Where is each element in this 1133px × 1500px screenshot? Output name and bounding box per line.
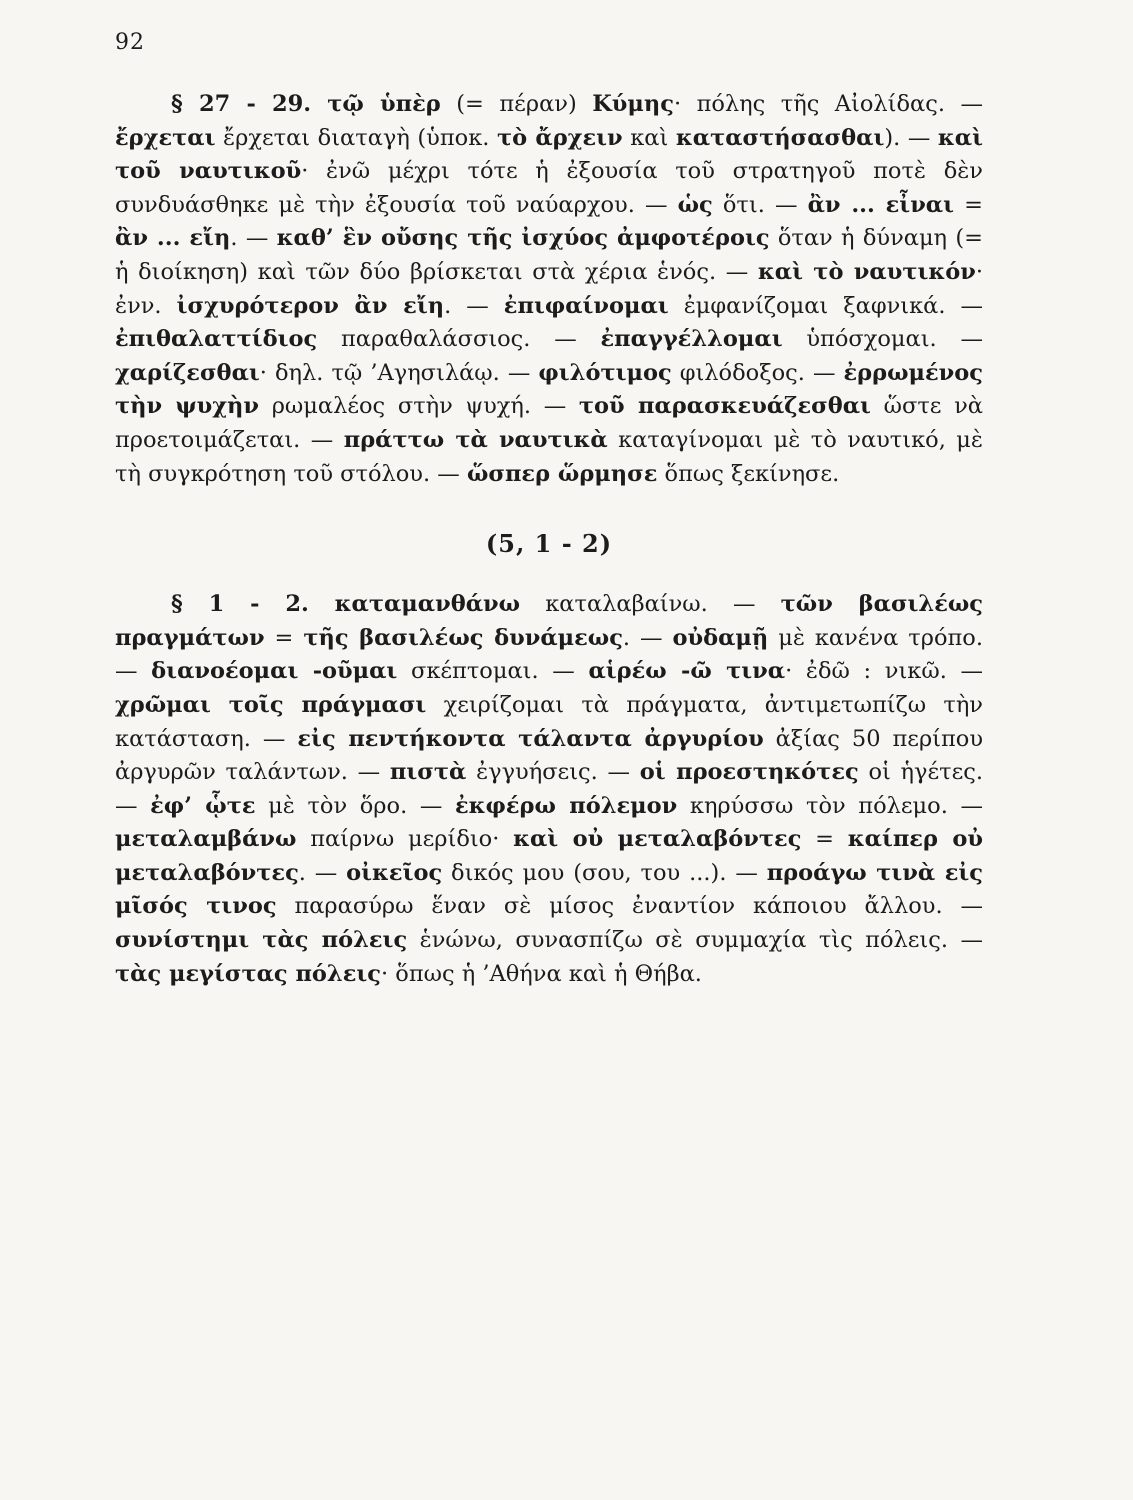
gloss-text: =	[264, 624, 304, 651]
gloss-text: φιλόδοξος. —	[671, 359, 844, 386]
lemma-term: ἂν ... εἴη	[115, 225, 231, 252]
lemma-term: χρῶμαι τοῖς πράγμασι	[115, 691, 427, 718]
lemma-term: ὡς	[677, 191, 713, 218]
page-number: 92	[115, 30, 145, 55]
gloss-text: παρασύρω ἕναν σὲ μίσος ἐναντίον κάποιου ἄλλου. —	[276, 893, 983, 920]
lemma-term: τὰς μεγίστας πόλεις	[115, 960, 381, 987]
gloss-text: ὥστε νὰ προετοιμάζεται. —	[115, 393, 983, 453]
gloss-text: · δηλ. τῷ ’Αγησιλάῳ. —	[259, 359, 539, 386]
lemma-term: καταστήσασθαι	[675, 124, 885, 151]
lemma-term: § 27 - 29. τῷ ὑπὲρ	[171, 91, 441, 117]
lemma-term: οἱ προεστηκότες	[639, 759, 859, 786]
lemma-term: καίπερ οὐ μεταλαβόντες	[115, 826, 983, 886]
gloss-text: · ἐνῶ μέχρι τότε ἡ ἐξουσία τοῦ στρατηγοῦ ποτὲ δὲν συνδυάσθηκε μὲ τὴν ἐξουσία τοῦ ναύαρχου. —	[115, 158, 983, 218]
lemma-term: προάγω τινὰ εἰς μῖσός τινος	[115, 859, 984, 920]
page-body	[115, 88, 983, 991]
lemma-term: τὸ ἄρχειν	[496, 124, 623, 151]
gloss-text: μὲ τὸν ὅρο. —	[255, 792, 455, 819]
lemma-term: οἰκεῖος	[346, 859, 443, 886]
gloss-text: · ἐνν.	[115, 258, 983, 319]
gloss-text: . —	[444, 292, 504, 319]
gloss-text: (= πέραν)	[440, 91, 593, 117]
gloss-text: ἀξίας 50 περίπου ἀργυρῶν ταλάντων. —	[115, 725, 984, 786]
lemma-term: ἂν ... εἶναι	[807, 191, 955, 218]
lemma-term: τῆς βασιλέως δυνάμεως	[303, 624, 623, 651]
gloss-text: δικός μου (σου, του ...). —	[442, 859, 767, 886]
lemma-term: καὶ τοῦ ναυτικοῦ	[115, 124, 983, 185]
gloss-text: ὑπόσχομαι. —	[782, 326, 983, 353]
gloss-text: =	[801, 826, 848, 853]
commentary-paragraph-1-2	[115, 588, 983, 991]
lemma-term: καὶ τὸ ναυτικόν	[757, 258, 976, 285]
gloss-text: καὶ	[622, 124, 676, 151]
lemma-term: ἐπιφαίνομαι	[503, 292, 669, 319]
lemma-term: § 1 - 2. καταμανθάνω	[171, 591, 521, 618]
lemma-term: ἐπιθαλαττίδιος	[115, 326, 318, 353]
lemma-term: ἐρρωμένος τὴν ψυχὴν	[115, 359, 983, 420]
gloss-text: ). —	[884, 124, 938, 151]
gloss-text: παραθαλάσσιος. —	[317, 326, 601, 353]
gloss-text: οἱ ἡγέτες. —	[115, 759, 983, 819]
lemma-term: ἰσχυρότερον ἂν εἴη	[176, 292, 445, 319]
lemma-term: συνίστημι τὰς πόλεις	[115, 927, 408, 954]
gloss-text: καταλαβαίνω. —	[520, 591, 781, 618]
section-heading: (5, 1 - 2)	[485, 529, 613, 559]
lemma-term: αἱρέω -ῶ τινα	[588, 658, 786, 685]
gloss-text: κηρύσσω τὸν πόλεμο. —	[677, 792, 983, 819]
gloss-text: σκέπτομαι. —	[397, 658, 589, 685]
gloss-text: . —	[298, 859, 347, 886]
lemma-term: τῶν βασιλέως πραγμάτων	[115, 591, 983, 651]
gloss-text: . —	[622, 624, 673, 651]
lemma-term: μεταλαμβάνω	[115, 826, 297, 853]
gloss-text: ἐμφανίζομαι ξαφνικά. —	[668, 292, 984, 319]
gloss-text: παίρνω μερίδιο·	[296, 826, 514, 853]
gloss-text: ὅταν ἡ δύναμη (= ἡ διοίκηση) καὶ τῶν δύο βρίσκεται στὰ χέρια ἑνός. —	[115, 225, 983, 285]
gloss-text: χειρίζομαι τὰ πράγματα, ἀντιμετωπίζω τὴν κατάσταση. —	[115, 691, 983, 752]
lemma-term: ἐκφέρω πόλεμον	[454, 792, 678, 819]
gloss-text: =	[954, 191, 983, 218]
gloss-text: καταγίνομαι μὲ τὸ ναυτικό, μὲ τὴ συγκρότηση τοῦ στόλου. —	[115, 426, 983, 487]
lemma-term: διανοέομαι -οῦμαι	[151, 658, 398, 685]
gloss-text: · πόλης τῆς Αἰολίδας. —	[673, 91, 983, 117]
gloss-text: ἐγγυήσεις. —	[466, 759, 640, 786]
gloss-text: ὅπως ξεκίνησε.	[657, 460, 840, 487]
gloss-text: ἑνώνω, συνασπίζω σὲ συμμαχία τὶς πόλεις. —	[407, 927, 983, 954]
lemma-term: πράττω τὰ ναυτικὰ	[343, 426, 608, 453]
gloss-text: · ἐδῶ : νικῶ. —	[785, 658, 983, 685]
lemma-term: φιλότιμος	[538, 359, 672, 386]
lemma-term: ἐφ’ ᾧτε	[150, 792, 256, 819]
lemma-term: ἐπαγγέλλομαι	[600, 326, 783, 353]
lemma-term: εἰς πεντήκοντα τάλαντα ἀργυρίου	[297, 725, 764, 752]
gloss-text: . —	[230, 225, 277, 252]
commentary-paragraph-27-29	[115, 88, 983, 491]
gloss-text: ρωμαλέος στὴν ψυχή. —	[259, 393, 579, 420]
lemma-term: οὐδαμῇ	[672, 624, 769, 651]
lemma-term: τοῦ παρασκευάζεσθαι	[578, 393, 871, 420]
gloss-text: ἔρχεται διαταγὴ (ὑποκ.	[215, 124, 497, 151]
gloss-text: · ὅπως ἡ ’Αθήνα καὶ ἡ Θήβα.	[380, 960, 702, 987]
lemma-term: Κύμης	[592, 91, 674, 117]
lemma-term: ὥσπερ ὥρμησε	[466, 460, 658, 487]
lemma-term: καθ’ ἓν οὔσης τῆς ἰσχύος ἀμφοτέροις	[276, 225, 770, 252]
gloss-text: ὅτι. —	[712, 191, 808, 218]
gloss-text: μὲ κανένα τρόπο. —	[115, 624, 983, 685]
lemma-term: χαρίζεσθαι	[115, 359, 260, 386]
lemma-term: ἔρχεται	[115, 124, 216, 151]
lemma-term: καὶ οὐ μεταλαβόντες	[513, 826, 802, 853]
lemma-term: πιστὰ	[389, 759, 467, 786]
